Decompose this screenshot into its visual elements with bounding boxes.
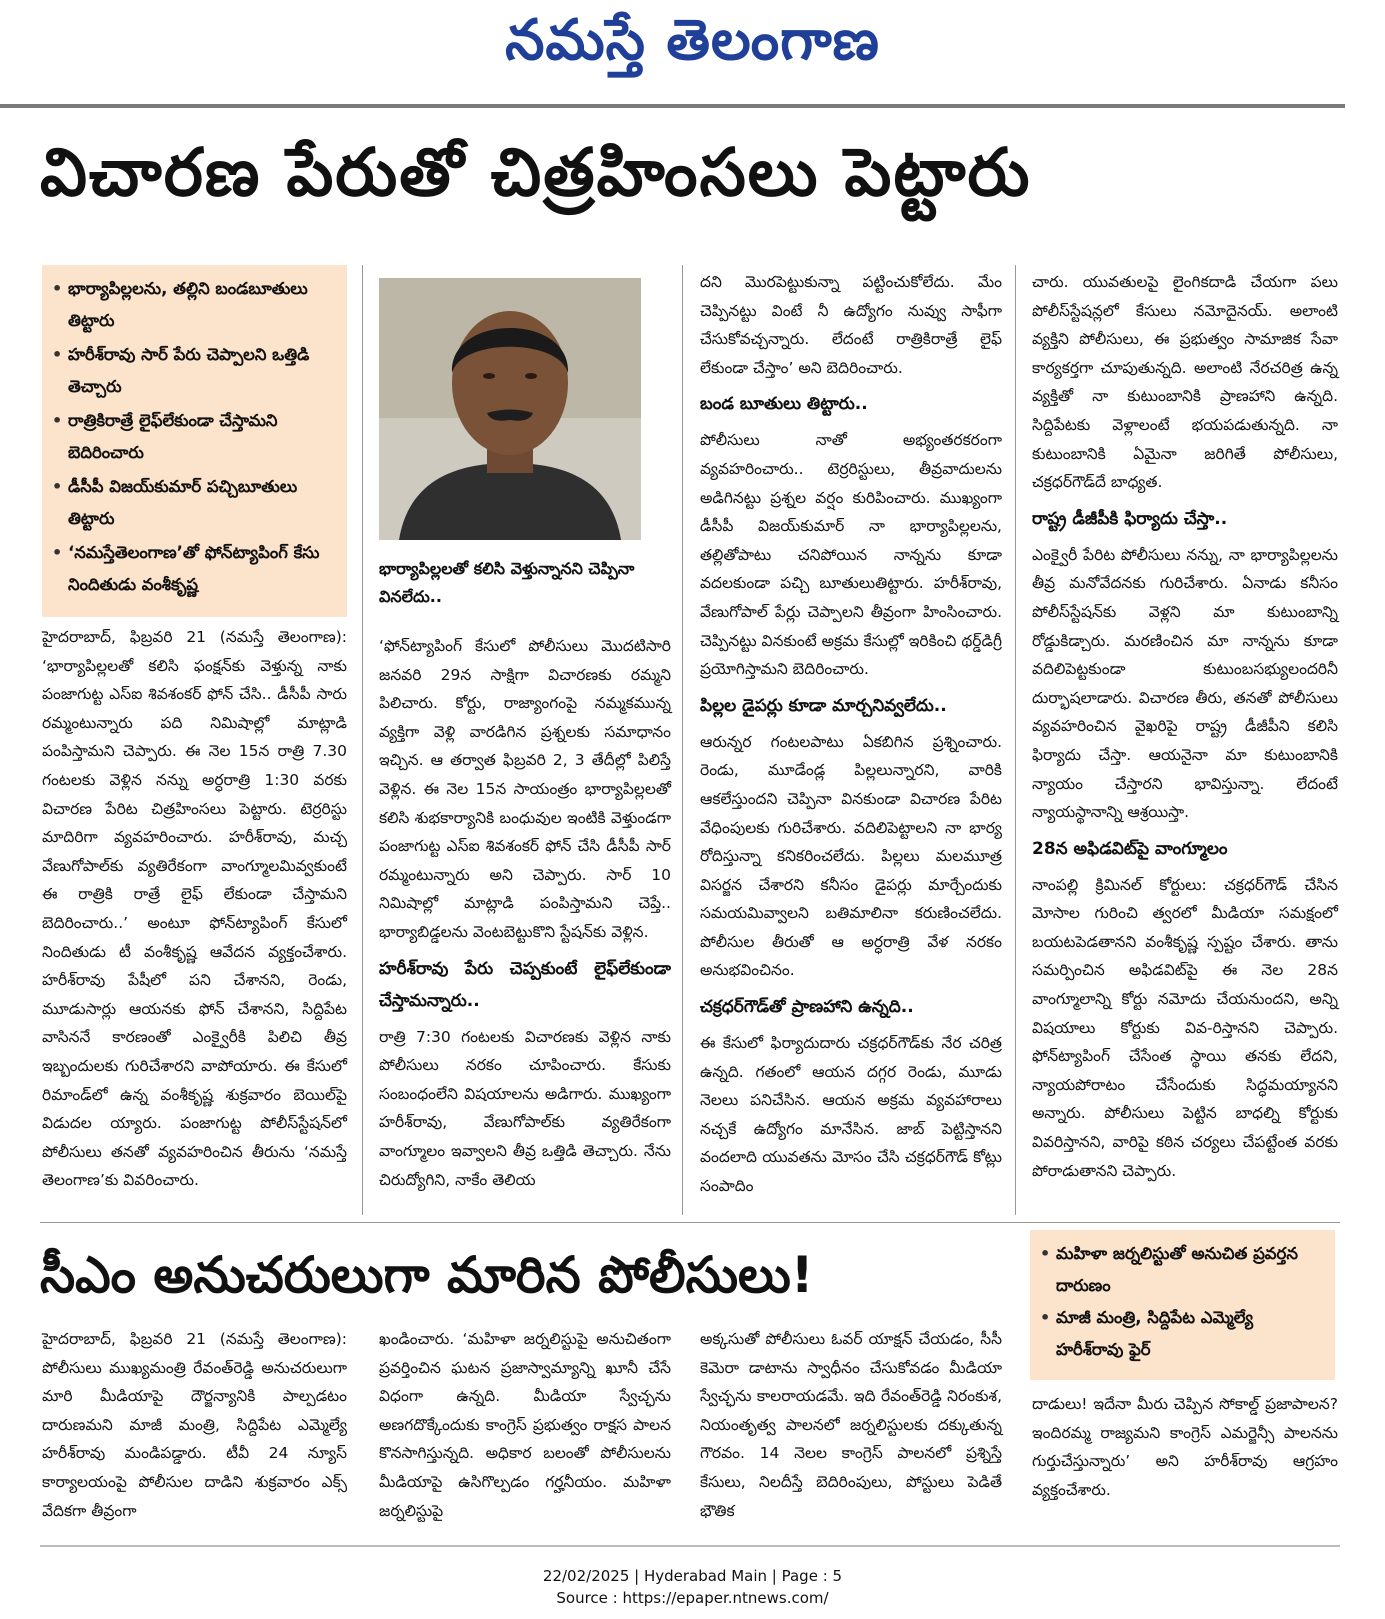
bottom-rule (40, 1545, 1340, 1547)
bullet-icon: • (1040, 1308, 1051, 1327)
article-paragraph: ఎంక్వైరీ పేరిట పోలీసులు నన్ను, నా భార్యాపిల్లలను తీవ్ర మనోవేదనకు గురిచేశారు. ఏనాడు కనీసం పోలీస్‌స్టేషన్‌కు వెళ్లని మా కుటుంబాన్ని రోడ్డుకిడ్చారు. మరణించిన మా నాన్నను కూడా వదిలిపెట్టకుండా కుటుంబసభ్యులందరినీ దుర్భాషలాడారు. విచారణ తీరు, తనతో పోలీసులు వ్యవహరించిన వైఖరిపై రాష్ట్ర డీజీపీని కలిసి ఫిర్యాదు చేస్తా. ఆయనైనా మా కుటుంబానికి న్యాయం చేస్తారని భావిస్తున్నా. లేదంటే న్యాయస్థానాన్ని ఆశ్రయిస్తా. (1032, 545, 1338, 822)
highlight-item: • మహిళా జర్నలిస్టుతో అనుచిత ప్రవర్తన దారుణం (1040, 1238, 1325, 1302)
article-paragraph: పోలీసులు నాతో అభ్యంతరకరంగా వ్యవహరించారు.. టెర్రరిస్టులు, తీవ్రవాదులను అడిగినట్టు ప్రశ్నల వర్షం కురిపించారు. ముఖ్యంగా డీసీపీ విజయ్‌కుమార్ నా భార్యాపిల్లలను, తల్లితోపాటు చనిపోయిన నాన్నను కూడా వదలకుండా పచ్చి బూతులుతిట్టారు. హరీశ్‌రావు, వేణుగోపాల్ పేర్లు చెప్పాలని తీవ్రంగా హింసించారు. చెప్పినట్టు వినకుంటే అక్రమ కేసుల్లో ఇరికించి థర్డ్‌డిగ్రీ ప్రయోగిస్తామని బెదిరించారు. (700, 431, 1002, 679)
story-divider (40, 1222, 1340, 1223)
highlight-item: • భార్యాపిల్లలను, తల్లిని బండబూతులు తిట్టారు (52, 273, 337, 337)
masthead-title: నమస్తే తెలంగాణ (505, 8, 880, 73)
article-paragraph: చారు. యువతులపై లైంగికదాడి చేయగా పలు పోలీస్‌స్టేషన్లలో కేసులు నమోదైనయ్. అలాంటి వ్యక్తిని పోలీసులు, ఈ ప్రభుత్వం సామాజిక సేవా కార్యకర్తగా చూపుతున్నది. అలాంటి నేరచరిత్ర ఉన్న వ్యక్తితో నా కుటుంబానికి ప్రాణహాని ఉన్నది. సిద్దిపేటకు వెళ్లాలంటే భయపడుతున్నది. నా కుటుంబానికి ఏమైనా జరిగితే పోలీసులు, చక్రధర్‌గౌడ్‌దే బాధ్యత. (1032, 273, 1338, 492)
second-column-3 (700, 1325, 1002, 1525)
portrait-illustration (379, 278, 641, 540)
main-headline: విచారణ పేరుతో చిత్రహింసలు పెట్టారు (40, 134, 1032, 211)
article-column-2 (379, 632, 671, 1194)
second-column-1 (42, 1325, 347, 1525)
bullet-icon: • (52, 411, 63, 430)
photo-caption: భార్యాపిల్లలతో కలిసి వెళ్తున్నానని చెప్పినా వినలేదు.. (379, 559, 635, 606)
article-subhead: చక్రధర్‌గౌడ్‌తో ప్రాణహాని ఉన్నది.. (700, 997, 914, 1018)
page-footer (0, 1565, 1385, 1609)
article-subhead: హరీశ్‌రావు పేరు చెప్పకుంటే లైఫ్‌లేకుండా చేస్తామన్నారు.. (379, 958, 671, 1011)
article-subhead: పిల్లల డైపర్లు కూడా మార్చనివ్వలేదు.. (700, 695, 947, 716)
article-paragraph: ఈ కేసులో ఫిర్యాదుదారు చక్రధర్‌గౌడ్‌కు నేర చరిత్ర ఉన్నది. గతంలో ఆయన దగ్గర రెండు, మూడు నెలలు పనిచేసిన. ఆయన అక్రమ వ్యవహారాలు నచ్చకే ఉద్యోగం మానేసిన. జాబ్ పెట్టిస్తానని వందలాది యువతను మోసం చేసి చక్రధర్‌గౌడ్ కోట్లు సంపాదిం (700, 1034, 1002, 1196)
article-subhead: బండ బూతులు తిట్టారు.. (700, 394, 868, 415)
article-paragraph: హైదరాబాద్, ఫిబ్రవరి 21 (నమస్తే తెలంగాణ): ‘భార్యాపిల్లలతో కలిసి ఫంక్షన్‌కు వెళ్తున్న నాకు పంజాగుట్ట ఎస్‌ఐ శివశంకర్ ఫోన్ చేసి.. డీసీపీ సారు రమ్మంటున్నారు పది నిమిషాల్లో మాట్లాడి పంపిస్తామని చెప్పారు. ఈ నెల 15న రాత్రి 7.30 గంటలకు వెళ్లిన నన్ను అర్ధరాత్రి 1:30 వరకు విచారణ పేరిట చిత్రహింసలు పెట్టారు. టెర్రరిస్టు మాదిరిగా వ్యవహరించారు. హరీశ్‌రావు, మచ్చ వేణుగోపాల్‌కు వ్యతిరేకంగా వాంగ్మూలమివ్వకుంటే ఈ రాత్రికి రాత్రే లైఫ్ లేకుండా చేస్తామని బెదిరించారు..’ అంటూ ఫోన్‌ట్యాపింగ్ కేసులో నిందితుడు టీ వంశీకృష్ణ ఆవేదన వ్యక్తంచేశారు. హరీశ్‌రావు పేషీలో పని చేశానని, రెండు, మూడుసార్లు ఆయనకు ఫోన్ చేశానని, సిద్దిపేట వాసిననే కారణంతో ఎంక్వైరీకి పిలిచి తీవ్ర ఇబ్బందులకు గురిచేశారని వాపోయారు. ఈ కేసులో రిమాండ్‌లో ఉన్న వంశీకృష్ణ శుక్రవారం బెయిల్‌పై విడుదల య్యారు. పంజాగుట్ట పోలీస్‌స్టేషన్‌లో పోలీసులు తనతో వ్యవహరించిన తీరును ‘నమస్తే తెలంగాణ’కు వివరించారు. (42, 628, 347, 1190)
article-paragraph: ‘ఫోన్‌ట్యాపింగ్ కేసులో పోలీసులు మొదటిసారి జనవరి 29న సాక్షిగా విచారణకు రమ్మని పిలిచారు. కోర్టు, రాజ్యాంగంపై నమ్మకమున్న వ్యక్తిగా వెళ్లి వారడిగిన ప్రశ్నలకు సమాధానం ఇచ్చిన. ఆ తర్వాత ఫిబ్రవరి 2, 3 తేదీల్లో పిలిస్తే వెళ్లిన. ఈ నెల 15న సాయంత్రం భార్యాపిల్లలతో కలిసి శుభకార్యానికి బంధువుల ఇంటికి వెళ్తుండగా పంజాగుట్ట ఎస్‌ఐ శివశంకర్ ఫోన్ చేసి డీసీపీ సార్ రమ్మంటున్నారు అని చెప్పారు. సార్ 10 నిమిషాల్లో మాట్లాడి పంపిస్తామని చెప్తే.. భార్యాబిడ్డలను వెంటబెట్టుకొని స్టేషన్‌కు వెళ్లిన. (379, 637, 671, 941)
article-subhead: రాష్ట్ర డీజీపీకి ఫిర్యాదు చేస్తా.. (1032, 508, 1228, 529)
second-highlights-box (1030, 1230, 1335, 1380)
highlight-item: • ‘నమస్తేతెలంగాణ’తో ఫోన్‌ట్యాపింగ్ కేసు నిందితుడు వంశీకృష్ణ (52, 537, 337, 601)
column-divider (362, 265, 363, 1215)
footer-date-line: 22/02/2025 | Hyderabad Main | Page : 5 (542, 1567, 843, 1585)
article-column-3 (700, 268, 1002, 1201)
column-divider (1015, 265, 1016, 1215)
bullet-icon: • (52, 477, 63, 496)
article-paragraph: రాత్రి 7:30 గంటలకు విచారణకు వెళ్లిన నాకు పోలీసులు నరకం చూపించారు. కేసుకు సంబంధంలేని విషయాలను అడిగారు. ముఖ్యంగా హరీశ్‌రావు, వేణుగోపాల్‌కు వ్యతిరేకంగా వాంగ్మూలం ఇవ్వాలని తీవ్ర ఒత్తిడి తెచ్చారు. నేను చిరుద్యోగిని, నాకేం తెలియ (379, 1027, 671, 1189)
article-paragraph: దని మొరపెట్టుకున్నా పట్టించుకోలేదు. మేం చెప్పినట్టు వింటే నీ ఉద్యోగం నువ్వు సాఫీగా చేసుకోవచ్చన్నారు. లేదంటే రాత్రికిరాత్రే లైఫ్ లేకుండా చేస్తాం’ అని బెదిరించారు. (700, 273, 1002, 377)
second-column-4 (1032, 1390, 1338, 1504)
masthead (0, 0, 1385, 100)
highlight-item: • మాజీ మంత్రి, సిద్దిపేట ఎమ్మెల్యే హరీశ్‌రావు ఫైర్ (1040, 1302, 1325, 1366)
article-paragraph: దాడులు! ఇదేనా మీరు చెప్పిన సోకాల్డ్ ప్రజాపాలన? ఇందిరమ్మ రాజ్యమని కాంగ్రెస్ ఎమర్జెన్సీ పాలనను గుర్తుచేస్తున్నారు’ అని హరీశ్‌రావు ఆగ్రహం వ్యక్తంచేశారు. (1032, 1395, 1338, 1499)
bullet-icon: • (52, 543, 63, 562)
second-column-2 (379, 1325, 671, 1525)
article-column-1 (42, 623, 347, 1195)
highlight-item: • హరీశ్‌రావు సార్ పేరు చెప్పాలని ఒత్తిడి తెచ్చారు (52, 339, 337, 403)
bullet-icon: • (52, 345, 63, 364)
highlights-box (42, 265, 347, 617)
bullet-icon: • (52, 279, 63, 298)
second-headline: సీఎం అనుచరులుగా మారిన పోలీసులు! (40, 1246, 814, 1304)
article-paragraph: ఆరున్నర గంటలపాటు ఏకబిగిన ప్రశ్నించారు. రెండు, మూడేండ్ల పిల్లలున్నారని, వారికి ఆకలేస్తుందని చెప్పినా వినకుండా విచారణ పేరిట వేధింపులకు గురిచేశారు. వదిలిపెట్టాలని నా భార్య రోదిస్తున్నా కనికరించలేదు. పిల్లలు మలమూత్ర విసర్జన చేశారని కనీసం డైపర్లు మార్చేందుకు సమయమివ్వాలని బతిమాలినా కరుణించలేదు. పోలీసుల తీరుతో ఆ అర్ధరాత్రి వేళ నరకం అనుభవించినం. (700, 732, 1002, 980)
article-paragraph: హైదరాబాద్, ఫిబ్రవరి 21 (నమస్తే తెలంగాణ): పోలీసులు ముఖ్యమంత్రి రేవంత్‌రెడ్డి అనుచరులుగా మారి మీడియాపై దౌర్జన్యానికి పాల్పడటం దారుణమని మాజీ మంత్రి, సిద్దిపేట ఎమ్మెల్యే హరీశ్‌రావు మండిపడ్డారు. టీవీ 24 న్యూస్ కార్యాలయంపై పోలీసుల దాడిని శుక్రవారం ఎక్స్ వేదికగా తీవ్రంగా (42, 1330, 347, 1520)
column-divider (682, 265, 683, 1215)
bullet-icon: • (1040, 1244, 1051, 1263)
highlight-item: • రాత్రికిరాత్రే లైఫ్‌లేకుండా చేస్తామని బెదిరించారు (52, 405, 337, 469)
portrait-photo (379, 278, 641, 540)
masthead-rule (0, 104, 1345, 108)
article-paragraph: అక్కసుతో పోలీసులు ఓవర్ యాక్షన్ చేయడం, సీసీ కెమెరా డాటాను స్వాధీనం చేసుకోవడం మీడియా స్వేచ్ఛను కాలరాయడమే. ఇది రేవంత్‌రెడ్డి నిరంకుశ, నియంతృత్వ పాలనలో జర్నలిస్టులకు దక్కుతున్న గౌరవం. 14 నెలల కాంగ్రెస్ పాలనలో ప్రశ్నిస్తే కేసులు, నిలదీస్తే బెదిరింపులు, పోస్టులు పెడితే భౌతిక (700, 1330, 1002, 1520)
article-column-4 (1032, 268, 1338, 1185)
article-paragraph: నాంపల్లి క్రిమినల్ కోర్టులు: చక్రధర్‌గౌడ్ చేసిన మోసాల గురించి త్వరలో మీడియా సమక్షంలో బయటపెడతానని వంశీకృష్ణ స్పష్టం చేశారు. తాను సమర్పించిన అఫిడవిట్‌పై ఈ నెల 28న వాంగ్మూలాన్ని కోర్టు నమోదు చేయనుందని, అన్ని విషయాలు కోర్టుకు వివ-రిస్తానని చెప్పారు. ఫోన్‌ట్యాపింగ్ చేసేంత స్థాయి తనకు లేదని, న్యాయపోరాటం చేసేందుకు సిద్ధమయ్యానని అన్నారు. పోలీసులు పెట్టిన బాధల్ని కోర్టుకు వివరిస్తానని, వారిపై కఠిన చర్యలు చేపట్టేంత వరకు పోరాడుతానని చెప్పారు. (1032, 875, 1338, 1180)
highlight-item: • డీసీపీ విజయ్‌కుమార్ పచ్చిబూతులు తిట్టారు (52, 471, 337, 535)
footer-source-line: Source : https://epaper.ntnews.com/ (556, 1589, 829, 1607)
article-subhead: 28న అఫిడవిట్‌పై వాంగ్మూలం (1032, 838, 1228, 859)
article-paragraph: ఖండించారు. ‘మహిళా జర్నలిస్టుపై అనుచితంగా ప్రవర్తించిన ఘటన ప్రజాస్వామ్యాన్ని ఖూనీ చేసే విధంగా ఉన్నది. మీడియా స్వేచ్ఛను అణగదొక్కేందుకు కాంగ్రెస్ ప్రభుత్వం రాక్షస పాలన కొనసాగిస్తున్నది. అధికార బలంతో పోలీసులను మీడియాపై ఉసిగొల్పడం గర్హనీయం. మహిళా జర్నలిస్టుపై (379, 1330, 671, 1520)
